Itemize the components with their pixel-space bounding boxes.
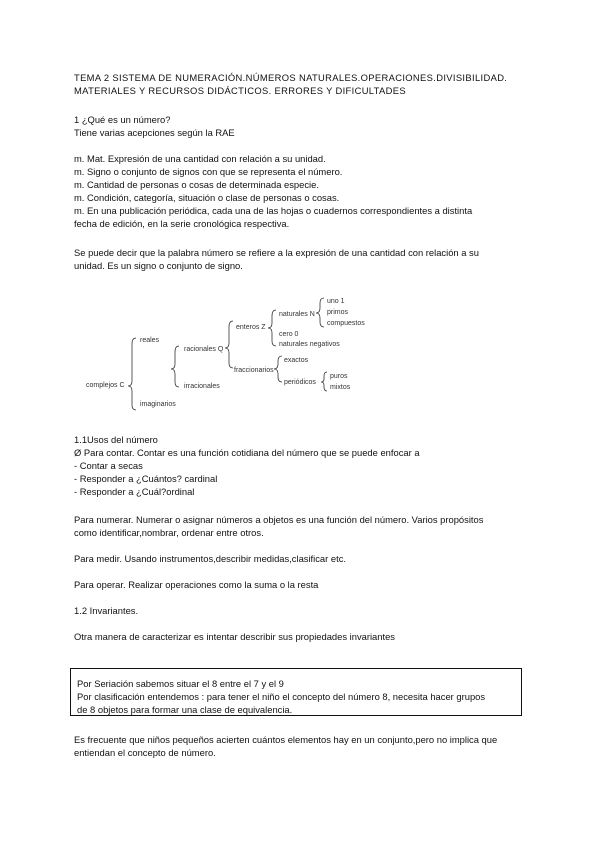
brace-complejos [128,338,136,410]
brace-fraccionarios [274,356,282,382]
brace-periodicos [321,372,327,391]
box-line-2: Por clasificación entendemos : para tener el niño el concepto del número 8, necesita hacer grupos [77,691,486,702]
brace-racionales [225,321,233,368]
counting-item: - Responder a ¿Cuántos? cardinal [74,473,218,484]
label-uno: uno 1 [327,298,345,305]
definition-item: m. Cantidad de personas o cosas de determinada especie. [74,179,319,190]
label-exactos: exactos [284,357,309,364]
brace-naturales [316,298,324,327]
counting-item: - Responder a ¿Cuál?ordinal [74,486,195,497]
label-periodicos: periódicos [284,379,316,386]
label-mixtos: mixtos [330,384,351,391]
box-line-1: Por Seriación sabemos situar el 8 entre el 7 y el 9 [77,678,284,689]
medir-text: Para medir. Usando instrumentos,describir medidas,clasificar etc. [74,553,346,564]
label-reales: reales [140,337,160,344]
invariants-text: Otra manera de caracterizar es intentar describir sus propiedades invariantes [74,631,395,642]
label-racionales: racionales Q [184,346,224,353]
section-1-intro: Tiene varias acepciones según la RAE [74,127,235,138]
label-fraccionarios: fraccionarios [234,367,274,374]
definition-item: m. En una publicación periódica, cada una de las hojas o cuadernos correspondientes a distinta [74,205,473,216]
label-naturales: naturales N [279,311,315,318]
definition-item: fecha de edición, en la serie cronológica respectiva. [74,218,290,229]
section-1-1 [74,433,530,498]
paragraph-line-1: Se puede decir que la palabra número se refiere a la expresión de una cantidad con relación a su [74,247,479,258]
numerar-line-1: Para numerar. Numerar o asignar números a objetos es una función del número. Varios propósitos [74,514,484,525]
label-imaginarios: imaginarios [140,401,176,408]
use-operar [74,578,530,591]
invariants-paragraph [74,630,530,643]
numerar-line-2: como identificar,nombrar, ordenar entre otros. [74,527,264,538]
label-compuestos: compuestos [327,320,365,327]
section-1-2 [74,604,530,617]
section-1-1-heading: 1.1Usos del número [74,434,158,445]
definition-item: m. Mat. Expresión de una cantidad con relación a su unidad. [74,153,326,164]
brace-reales [171,346,179,387]
label-irracionales: irracionales [184,383,220,390]
seriation-box [70,668,522,716]
label-cero: cero 0 [279,331,299,338]
box-line-3: de 8 objetos para formar una clase de equivalencia. [77,704,293,715]
label-complejos: complejos C [86,382,125,389]
label-naturales-negativos: naturales negativos [279,341,340,348]
final-paragraph [74,733,530,759]
title-line-2: MATERIALES Y RECURSOS DIDÁCTICOS. ERRORES Y DIFICULTADES [74,85,406,96]
use-medir [74,552,530,565]
use-numerar [74,513,530,539]
operar-text: Para operar. Realizar operaciones como la suma o la resta [74,579,319,590]
counting-item: - Contar a secas [74,460,143,471]
definition-item: m. Signo o conjunto de signos con que se representa el número. [74,166,343,177]
brace-enteros [268,310,276,346]
final-line-2: entiendan el concepto de número. [74,747,216,758]
section-1-2-heading: 1.2 Invariantes. [74,605,139,616]
label-enteros: enteros Z [236,324,266,331]
counting-bullet: Ø Para contar. Contar es una función cotidiana del número que se puede enfocar a [74,447,420,458]
title-line-1: TEMA 2 SISTEMA DE NUMERACIÓN.NÚMEROS NATURALES.OPERACIONES.DIVISIBILIDAD. [74,72,508,83]
section-1-heading: 1 ¿Qué es un número? [74,114,171,125]
paragraph-line-2: unidad. Es un signo o conjunto de signo. [74,260,243,271]
label-puros: puros [330,373,348,380]
label-primos: primos [327,309,349,316]
final-line-1: Es frecuente que niños pequeños acierten cuántos elementos hay en un conjunto,pero no implica que [74,734,498,745]
definition-item: m. Condición, categoría, situación o clase de personas o cosas. [74,192,340,203]
